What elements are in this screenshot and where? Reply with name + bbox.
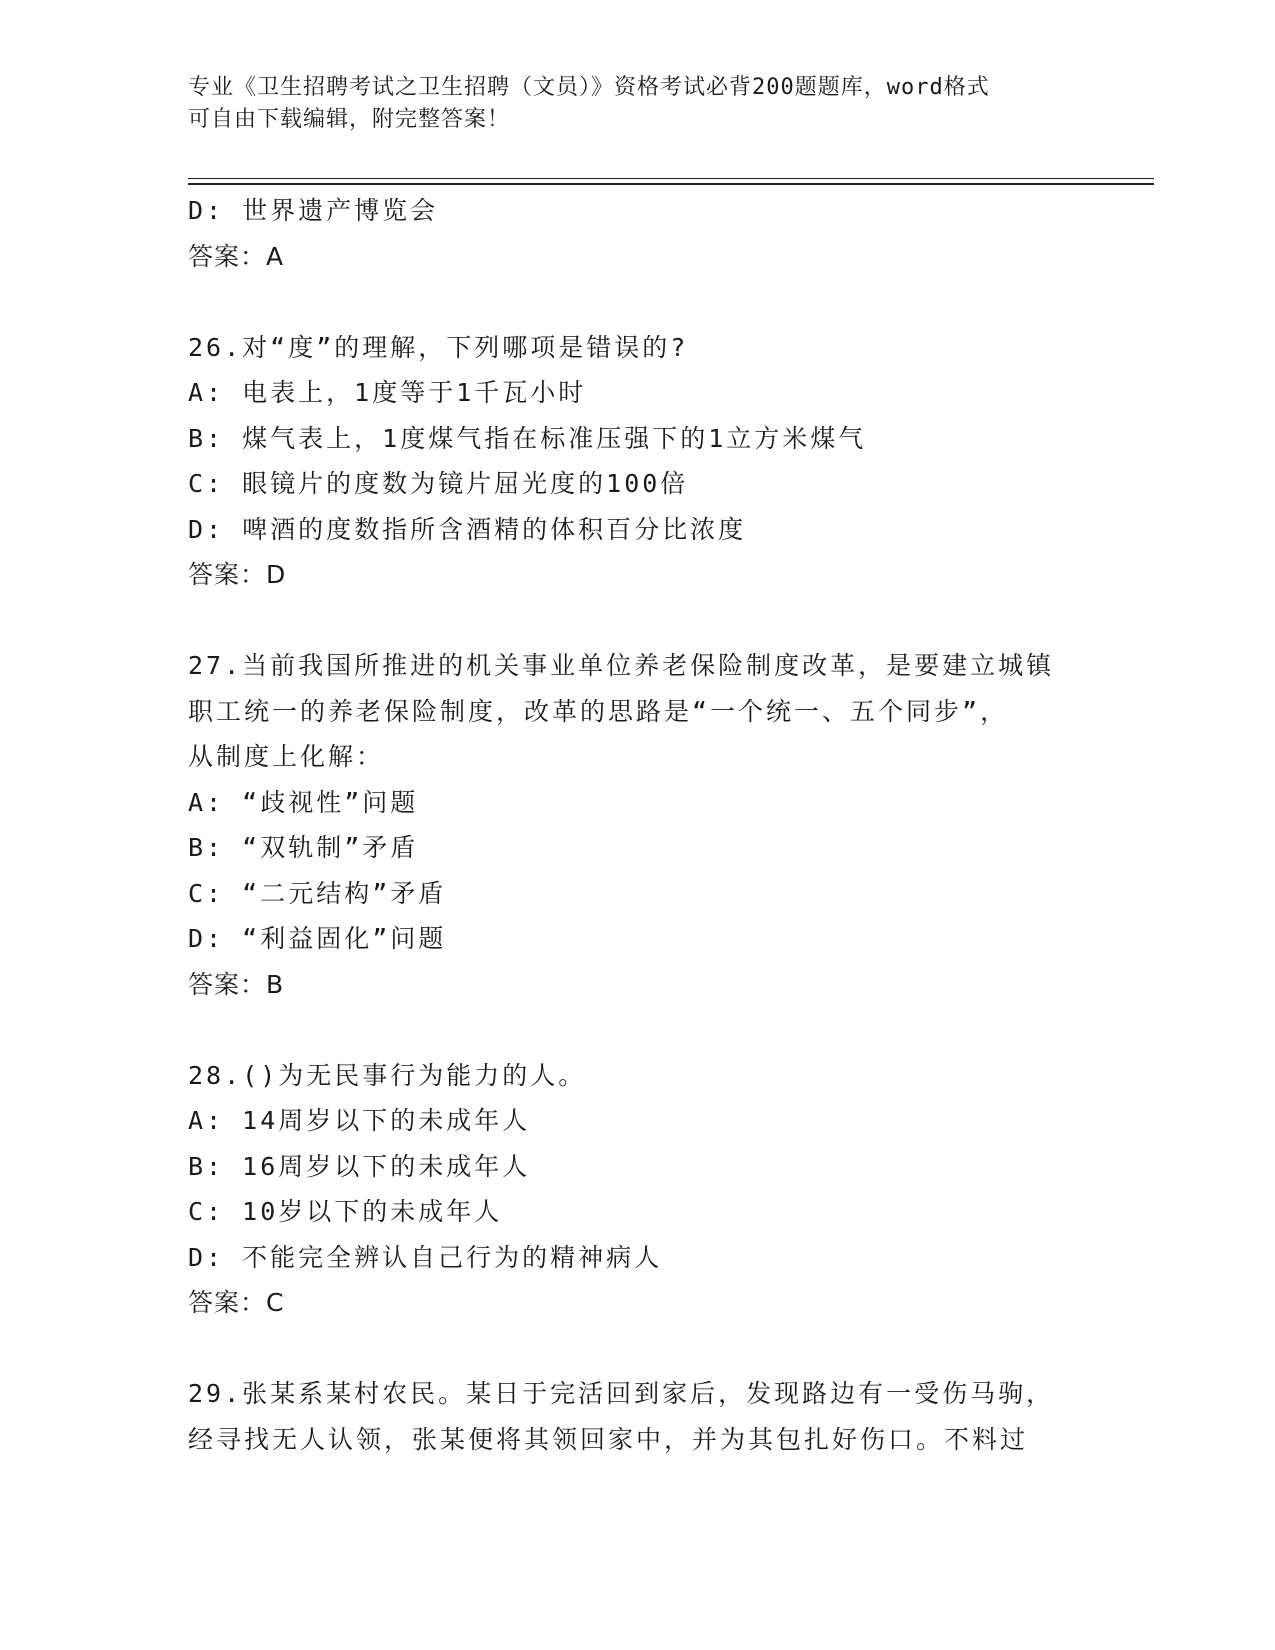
option-line: B: 煤气表上，1度煤气指在标准压强下的1立方米煤气 <box>188 423 867 453</box>
option-line: D: 世界遗产博览会 <box>188 196 439 225</box>
block-spacer <box>188 1326 1088 1372</box>
option-line: D: 啤酒的度数指所含酒精的体积百分比浓度 <box>188 514 747 544</box>
option-line: C: 眼镜片的度数为镜片屈光度的100倍 <box>188 469 689 498</box>
answer-line: 答案：B <box>188 969 285 999</box>
option-line: C: 10岁以下的未成年人 <box>188 1197 503 1226</box>
question-block <box>188 1053 1088 1326</box>
option-line: B: “双轨制”矛盾 <box>188 833 419 862</box>
block-spacer <box>188 1007 1088 1053</box>
block-spacer <box>188 598 1088 644</box>
question-stem: 28.()为无民事行为能力的人。 <box>188 1060 587 1090</box>
option-line: A: 14周岁以下的未成年人 <box>188 1106 531 1135</box>
header-line-2: 可自由下载编辑，附完整答案！ <box>188 107 511 132</box>
answer-line: 答案：A <box>188 241 285 271</box>
question-stem: 从制度上化解： <box>188 742 385 771</box>
header-line-1: 专业《卫生招聘考试之卫生招聘（文员）》资格考试必背200题题库，word格式 <box>188 75 990 100</box>
question-stem: 29.张某系某村农民。某日于完活回到家后，发现路边有一受伤马驹， <box>188 1379 1055 1408</box>
option-line: A: 电表上，1度等于1千瓦小时 <box>188 378 587 407</box>
question-stem: 经寻找无人认领，张某便将其领回家中，并为其包扎好伤口。不料过 <box>188 1424 1029 1454</box>
question-list <box>188 188 1088 1462</box>
option-line: A: “歧视性”问题 <box>188 787 419 817</box>
answer-line: 答案：D <box>188 560 287 589</box>
answer-line: 答案：C <box>188 1288 285 1317</box>
question-stem: 职工统一的养老保险制度，改革的思路是“一个统一、五个同步”， <box>188 696 1009 726</box>
question-stem: 26.对“度”的理解，下列哪项是错误的? <box>188 332 689 362</box>
option-line: B: 16周岁以下的未成年人 <box>188 1151 531 1181</box>
question-stem: 27.当前我国所推进的机关事业单位养老保险制度改革，是要建立城镇 <box>188 651 1055 680</box>
option-line: D: 不能完全辨认自己行为的精神病人 <box>188 1242 663 1272</box>
question-block <box>188 643 1088 1007</box>
option-line: C: “二元结构”矛盾 <box>188 878 447 908</box>
question-block <box>188 325 1088 598</box>
header-divider-thin <box>188 178 1154 179</box>
page-header <box>188 72 1088 136</box>
block-spacer <box>188 279 1088 325</box>
header-divider-thick <box>188 183 1154 185</box>
question-block <box>188 1371 1088 1462</box>
option-line: D: “利益固化”问题 <box>188 924 447 953</box>
question-block <box>188 188 1088 279</box>
